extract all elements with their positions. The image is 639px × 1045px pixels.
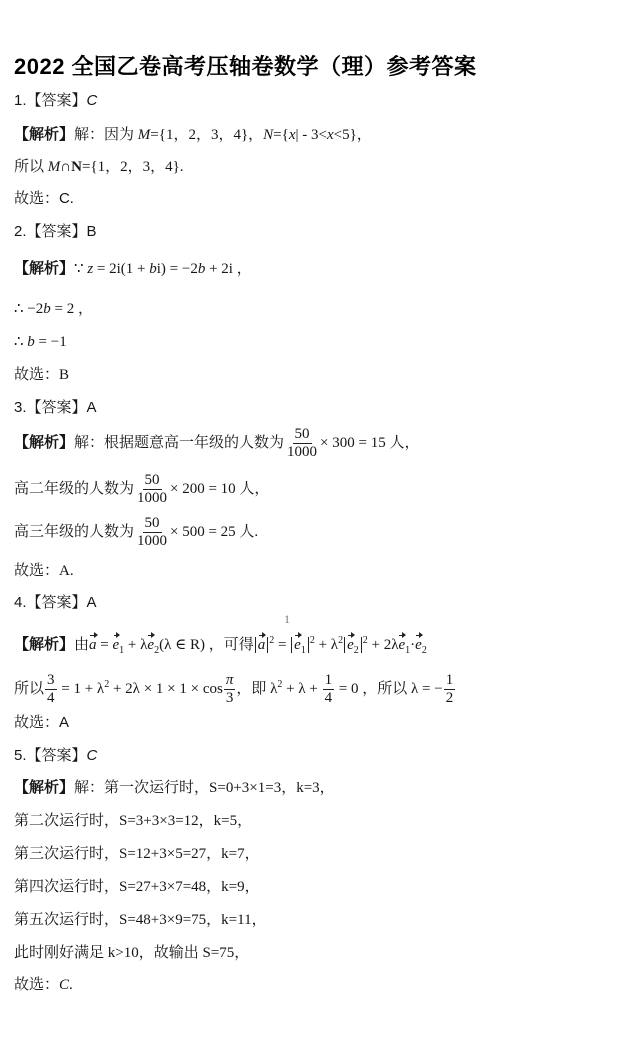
superscript: 2 <box>362 635 368 646</box>
fraction-denominator: 3 <box>225 690 234 706</box>
vector-a: a <box>258 634 266 656</box>
var-z: z <box>87 261 94 277</box>
text: = 2 ， <box>50 301 93 317</box>
subscript: 1 <box>405 645 411 656</box>
q1-answer <box>14 90 97 112</box>
text: = 2i(1 + <box>93 261 150 277</box>
superscript: 2 <box>277 678 283 690</box>
text: ={1，2，3，4}. <box>81 159 184 175</box>
q5-solution-line-1 <box>14 777 335 799</box>
text: ={1，2，3，4}， <box>150 127 264 143</box>
choice-value: C <box>59 977 70 993</box>
text: ∩ <box>60 159 72 175</box>
vector-a: a <box>89 634 97 656</box>
superscript: 2 <box>269 635 275 646</box>
text: = 1 + λ <box>57 680 105 697</box>
q5-choice <box>14 974 73 996</box>
text: + 2λ × 1 × 1 × cos <box>109 680 223 697</box>
fraction <box>135 515 169 550</box>
q1-number: 1. <box>14 92 27 109</box>
answer-tag: 【答案】 <box>26 92 87 109</box>
text: 高三年级的人数为 <box>14 523 135 540</box>
text: 所以 <box>14 159 48 175</box>
superscript: 2 <box>104 678 110 690</box>
fraction-numerator: 50 <box>144 515 160 531</box>
var-x: x <box>288 127 296 143</box>
var-b: b <box>27 334 35 350</box>
q5-solution-line-5: 第五次运行时，S=48+3×9=75，k=11， <box>14 912 267 928</box>
text: = 0 ，所以 λ = − <box>335 680 443 697</box>
text: | - 3< <box>295 127 327 143</box>
text: 解：因为 <box>74 127 138 143</box>
q4-answer-value: A <box>86 594 97 611</box>
answer-tag: 【答案】 <box>26 594 87 611</box>
solution-tag: 【解析】 <box>14 434 75 451</box>
text: 故选： <box>14 977 60 993</box>
fraction-denominator: 1000 <box>137 490 168 506</box>
q5-solution-line-2: 第二次运行时，S=3+3×3=12，k=5， <box>14 813 253 829</box>
q3-number: 3. <box>14 399 27 416</box>
q2-number: 2. <box>14 223 27 240</box>
fraction-denominator: 2 <box>445 690 454 706</box>
superscript-mark: 1 <box>284 612 290 626</box>
q2-choice: 故选：B <box>14 367 70 383</box>
fraction-numerator: 1 <box>324 672 333 688</box>
var-n: N <box>71 159 82 175</box>
q2-solution-line-1 <box>14 258 252 280</box>
text: = −1 <box>34 334 67 350</box>
vector-e1: e <box>294 634 301 656</box>
fraction-numerator: 3 <box>47 672 55 688</box>
var-x: x <box>326 127 334 143</box>
abs-e2 <box>344 637 362 656</box>
var-b: b <box>149 261 157 277</box>
abs-e1 <box>291 637 309 656</box>
q1-answer-value: C <box>86 92 98 109</box>
text: i) = −2 <box>156 261 198 277</box>
fraction-numerator: 1 <box>445 672 454 688</box>
text: 所以 <box>14 680 45 697</box>
q3-solution-line-3 <box>14 515 258 550</box>
text: + 2i ， <box>205 261 252 277</box>
fraction <box>444 672 456 707</box>
vector-e2: e <box>147 634 154 656</box>
vector-e1: e <box>113 634 120 656</box>
q3-answer <box>14 397 97 419</box>
q3-answer-value: A <box>86 399 97 416</box>
abs-a <box>255 637 269 653</box>
q5-solution-line-6: 此时刚好满足 k>10，故输出 S=75， <box>14 945 250 961</box>
text: + λ <box>314 637 339 653</box>
q5-number: 5. <box>14 747 27 764</box>
subscript: 2 <box>353 645 359 656</box>
fraction <box>224 672 236 707</box>
text: ∴ −2 <box>14 301 44 317</box>
answer-tag: 【答案】 <box>26 399 87 416</box>
text: 解：根据题意高一年级的人数为 <box>74 434 285 451</box>
solution-tag: 【解析】 <box>14 780 75 796</box>
q2-answer <box>14 221 97 243</box>
q4-choice: 故选：A <box>14 714 70 731</box>
text: 故选： <box>14 191 60 207</box>
vector-e2: e <box>347 634 354 656</box>
fraction-numerator: 50 <box>294 426 310 442</box>
text: ∵ <box>74 261 88 277</box>
fraction-denominator: 4 <box>47 690 55 706</box>
q1-solution-line-2 <box>14 156 184 178</box>
text: 解：第一次运行时，S=0+3×1=3，k=3， <box>74 780 335 796</box>
var-b: b <box>43 301 51 317</box>
text: × 500 = 25 人. <box>170 523 259 540</box>
fraction <box>323 672 335 707</box>
fraction-numerator: π <box>225 672 234 688</box>
solution-tag: 【解析】 <box>14 261 75 277</box>
superscript: 2 <box>338 635 344 646</box>
q4-number: 4. <box>14 594 27 611</box>
q4-answer <box>14 592 97 614</box>
text: + λ + <box>282 680 322 697</box>
text: ∴ <box>14 334 28 350</box>
text: = <box>96 637 113 653</box>
vector-e2: e <box>415 634 422 656</box>
q4-solution-line-2 <box>14 672 456 707</box>
text: (λ ∈ R) ，可得 <box>159 637 254 653</box>
text: . <box>69 977 73 993</box>
q3-choice: 故选：A. <box>14 563 74 579</box>
text: ={ <box>273 127 289 143</box>
q2-answer-value: B <box>86 223 97 240</box>
choice-value: C <box>59 190 70 207</box>
fraction-numerator: 50 <box>144 472 160 488</box>
subscript: 2 <box>154 645 160 656</box>
text: + λ <box>124 637 148 653</box>
q5-answer-value: C <box>86 747 98 764</box>
fraction <box>135 472 169 507</box>
text: × 200 = 10 人， <box>170 480 270 497</box>
q3-solution-line-1 <box>14 426 419 461</box>
q5-answer <box>14 745 97 767</box>
var-m: M <box>47 159 61 175</box>
subscript: 2 <box>421 645 427 656</box>
var-m: M <box>137 127 151 143</box>
text: × 300 = 15 人， <box>320 434 420 451</box>
var-n: N <box>263 127 274 143</box>
fraction-denominator: 1000 <box>287 444 318 460</box>
q1-solution-line-1 <box>14 124 372 146</box>
text: 高二年级的人数为 <box>14 480 135 497</box>
q4-solution-line-1 <box>14 630 427 662</box>
var-b: b <box>197 261 206 277</box>
answer-tag: 【答案】 <box>26 223 87 240</box>
text: + 2λ <box>367 637 399 653</box>
text: · <box>410 637 416 653</box>
fraction <box>45 672 57 707</box>
solution-tag: 【解析】 <box>14 637 75 653</box>
fraction-denominator: 1000 <box>137 533 168 549</box>
q5-solution-line-3: 第三次运行时，S=12+3×5=27，k=7， <box>14 846 260 862</box>
vector-e1: e <box>398 634 405 656</box>
subscript: 1 <box>119 645 125 656</box>
text: 由 <box>74 637 90 653</box>
fraction <box>285 426 319 461</box>
text: ，即 λ <box>236 680 278 697</box>
subscript: 1 <box>300 645 306 656</box>
answer-tag: 【答案】 <box>26 747 87 764</box>
fraction-denominator: 4 <box>324 690 333 706</box>
q1-choice <box>14 188 74 210</box>
q2-solution-line-2 <box>14 298 93 320</box>
text: <5}， <box>333 127 372 143</box>
q2-solution-line-3 <box>14 331 67 353</box>
text: = <box>274 637 291 653</box>
q3-solution-line-2 <box>14 472 269 507</box>
superscript: 2 <box>309 635 315 646</box>
solution-tag: 【解析】 <box>14 127 75 143</box>
q5-solution-line-4: 第四次运行时，S=27+3×7=48，k=9， <box>14 879 260 895</box>
page-title: 2022 全国乙卷高考压轴卷数学（理）参考答案 <box>14 54 477 79</box>
text: . <box>69 191 74 207</box>
